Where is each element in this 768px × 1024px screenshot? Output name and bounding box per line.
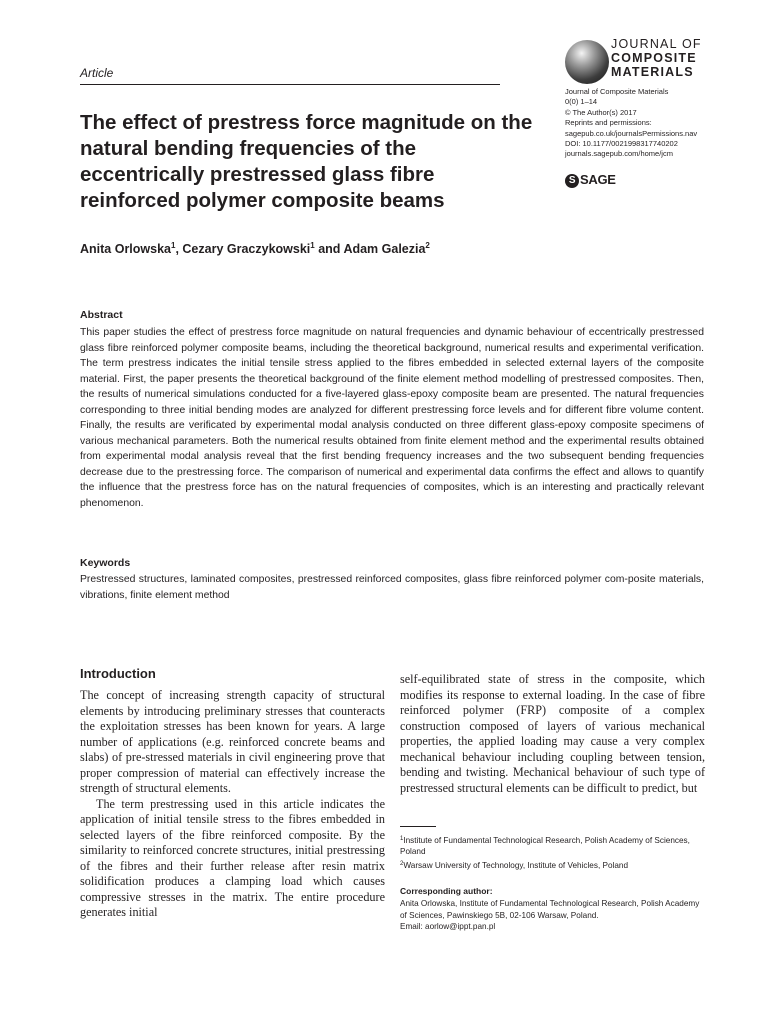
corresponding-author-address: Anita Orlowska, Institute of Fundamental Technological Research, Polish Academy of Sciences, Pawinskiego 5B, 02-106 Warsaw, Poland. [400,899,700,920]
affiliation-footnote: $^2$Warsaw University of Technology, Institute of Vehicles, Poland [400,861,629,870]
footnote-rule [400,826,436,827]
journal-logo [565,36,705,82]
abstract-heading: Abstract [80,309,123,321]
affiliation-marker: 1 [310,241,315,250]
intro-left-column [80,688,385,921]
logo-line-3: MATERIALS [611,65,694,79]
author-list: Anita Orlowska$^1$, Cezary Graczykowski$^1$ and Adam Galezia$^2$ [80,241,430,256]
affiliation-footnote: $^1$Institute of Fundamental Technological Research, Polish Academy of Sciences, Poland [400,836,690,857]
corresponding-author-heading: Corresponding author: [400,886,493,896]
intro-paragraph: self-equilibrated state of stress in the composite, which modifies its response to external loading. In the case of fibre reinforced polymer (FRP) composite of a complex construction composed of layers of various mechanical properties, the applied loading may cause a very complex mechanical behaviour including coupling between tension, bending and twisting. Mechanical behaviour of such type of prestressed structural elements can be difficult to predict, but [400,672,705,795]
journal-meta [565,87,765,160]
introduction-heading: Introduction [80,666,156,681]
intro-paragraph: The concept of increasing strength capacity of structural elements by introducing preliminary stresses that counteracts the exploitation stresses has been known for years. A large number of applications (e.g. reinforced concrete beams and slabs) of pre-stressed materials in civil engineering prove that proper compression of material can effectively increase the strength of structural elements. [80,688,385,795]
copyright: © The Author(s) 2017 [565,107,637,117]
keywords-text: Prestressed structures, laminated composites, prestressed reinforced composites, glass fibre reinforced polymer com-posite materials, vibrations, finite element method [80,574,704,601]
journal-home-link[interactable]: journals.sagepub.com/home/jcm [565,149,673,159]
affiliation-marker: 2 [425,241,430,250]
doi[interactable]: DOI: 10.1177/0021998317740202 [565,139,678,149]
article-type-label: Article [80,66,114,80]
journal-name: Journal of Composite Materials [565,87,669,96]
header-rule [80,84,500,85]
globe-icon [565,40,609,84]
abstract-text: This paper studies the effect of prestress force magnitude on natural frequencies and dynamic behaviour of eccentrically prestressed glass fibre reinforced polymer composite beams, including the theoretical background, numerical results and experimental verification. The term prestress indicates the initial tensile stress applied to the fibres embedded in selected external layers of the composite material. First, the paper presents the theoretical background of the finite element method modelling of prestressed composites. Then, the results of numerical simulations conducted for a five-layered glass-epoxy composite beam are presented. The natural frequencies corresponding to three initial bending modes are analyzed for different prestressing force levels and for different fibre volume content. Finally, the results are verificated by experimental modal analysis conducted on three different glass-epoxy composite specimens of various mechanical parameters. Both the numerical results obtained from finite element method and the experimental results obtained from experimental modal analysis reveal that the first bending frequency increases and the two subsequent bending frequencies decrease due to the prestressing force. The comparison of numerical and experimental data confirms the effect and allows to quantify the influence that the prestress force has on the natural frequencies of composites, which is an interesting and practically relevant phenomenon. [80,327,704,509]
permissions-label: Reprints and permissions: [565,118,652,128]
intro-right-column [400,672,705,796]
sage-s-icon: S [565,174,579,188]
paper-title: The effect of prestress force magnitude on the natural bending frequencies of the eccentrically prestressed glass fibre reinforced polymer composite beams [80,111,533,212]
sage-logo [565,172,616,188]
logo-line-1: JOURNAL OF [611,37,702,51]
permissions-link[interactable]: sagepub.co.uk/journalsPermissions.nav [565,128,698,138]
author-name: Anita Orlowska [80,242,171,256]
logo-line-2: COMPOSITE [611,51,697,65]
keywords-heading: Keywords [80,557,131,569]
affiliation-marker: 1 [171,241,176,250]
intro-paragraph: The term prestressing used in this article indicates the application of initial tensile stress to the fibres embedded in selected layers of the fibre reinforced composite. By the similarity to reinforced concrete structures, initial prestressing of the fibres and their further release after resin matrix solidification produces a clamping load which causes compressive stresses in the matrix. The entire procedure generates initial [80,796,385,919]
publisher-name: SAGE [580,172,616,187]
author-name: Cezary Graczykowski [182,242,311,256]
corresponding-author-email[interactable]: Email: aorlow@ippt.pan.pl [400,922,496,932]
corresponding-author-details [400,898,705,933]
volume-pages: 0(0) 1–14 [565,97,598,107]
author-name: Adam Galezia [343,242,426,256]
